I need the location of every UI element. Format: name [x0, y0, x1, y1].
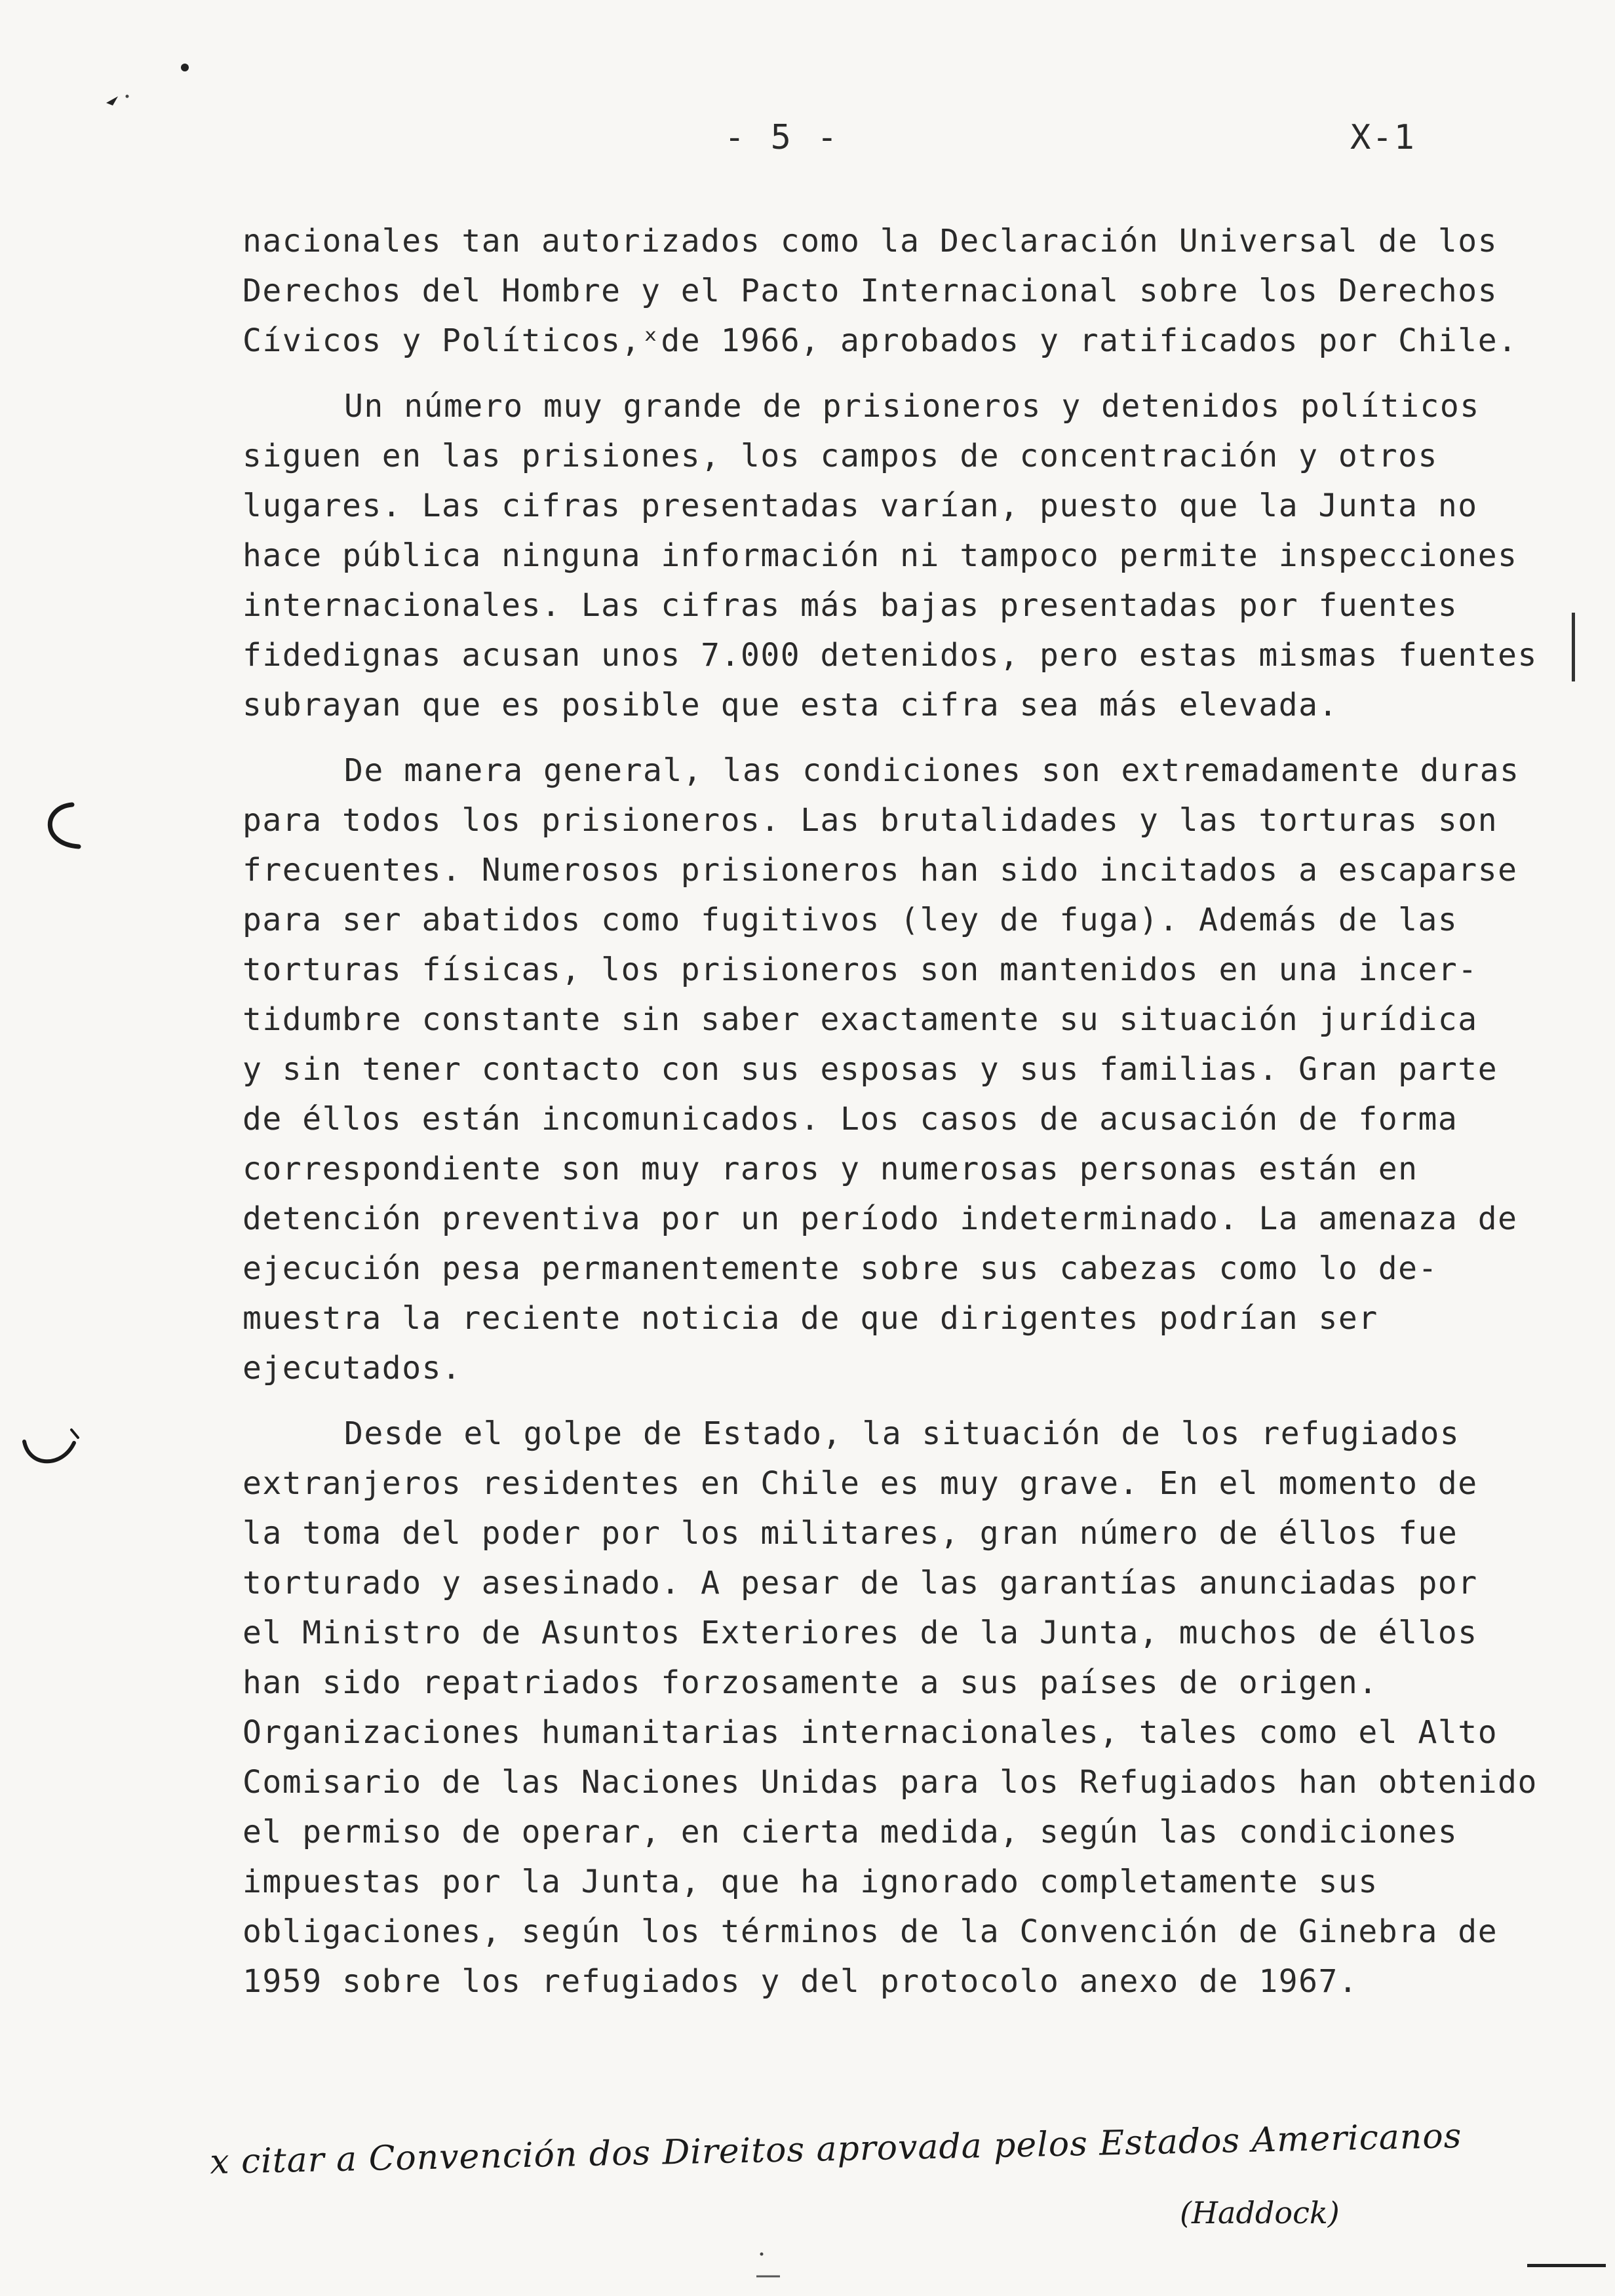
text-line: de éllos están incomunicados. Los casos de acusación de forma	[243, 1101, 1458, 1138]
page-number: - 5 -	[724, 118, 840, 157]
text-line: Un número muy grande de prisioneros y detenidos políticos	[344, 388, 1480, 425]
document-code: X-1	[1350, 118, 1416, 157]
text-line: el permiso de operar, en cierta medida, según las condiciones	[243, 1814, 1458, 1850]
margin-correction-bar	[1572, 613, 1575, 681]
footer-dot-mark	[754, 2248, 793, 2287]
text-line: y sin tener contacto con sus esposas y sus familias. Gran parte	[243, 1051, 1498, 1088]
text-line: ejecutados.	[243, 1350, 462, 1387]
text-line: De manera general, las condiciones son extremadamente duras	[344, 752, 1520, 789]
text-line: 1959 sobre los refugiados y del protocolo anexo de 1967.	[243, 1963, 1359, 2000]
text-line: detención preventiva por un período indeterminado. La amenaza de	[243, 1200, 1518, 1237]
text-line: impuestas por la Junta, que ha ignorado completamente sus	[243, 1864, 1378, 1900]
text-line: correspondiente son muy raros y numerosas personas están en	[243, 1151, 1418, 1187]
text-line: siguen en las prisiones, los campos de concentración y otros	[243, 438, 1438, 474]
text-line: frecuentes. Numerosos prisioneros han sido incitados a escaparse	[243, 852, 1518, 889]
margin-bracket-mark	[26, 793, 92, 858]
text-line: obligaciones, según los términos de la Convención de Ginebra de	[243, 1913, 1498, 1950]
text-line: tidumbre constante sin saber exactamente su situación jurídica	[243, 1001, 1478, 1038]
text-line: lugares. Las cifras presentadas varían, puesto que la Junta no	[243, 488, 1478, 524]
text-line: Cívicos y Políticos,ˣde 1966, aprobados y ratificados por Chile.	[243, 322, 1518, 359]
text-line: muestra la reciente noticia de que dirigentes podrían ser	[243, 1300, 1378, 1337]
handwritten-note: x citar a Convención dos Direitos aprovada pelos Estados Americanos	[209, 2116, 1462, 2182]
text-line: la toma del poder por los militares, gran número de éllos fue	[243, 1515, 1458, 1552]
body-text	[243, 216, 1566, 2022]
text-line: internacionales. Las cifras más bajas presentadas por fuentes	[243, 587, 1458, 624]
handwritten-note-signature: (Haddock)	[1180, 2195, 1340, 2230]
text-line: el Ministro de Asuntos Exteriores de la Junta, muchos de éllos	[243, 1615, 1478, 1651]
margin-curve-mark	[16, 1415, 82, 1481]
paragraph-2	[243, 381, 1566, 730]
text-line: para ser abatidos como fugitivos (ley de fuga). Además de las	[243, 902, 1458, 938]
text-line: Comisario de las Naciones Unidas para los Refugiados han obtenido	[243, 1764, 1538, 1801]
text-line: nacionales tan autorizados como la Declaración Universal de los	[243, 223, 1498, 259]
text-line: Organizaciones humanitarias internacionales, tales como el Alto	[243, 1714, 1498, 1751]
text-line: para todos los prisioneros. Las brutalidades y las torturas son	[243, 802, 1498, 839]
text-line: torturas físicas, los prisioneros son mantenidos en una incer-	[243, 951, 1478, 988]
text-line: extranjeros residentes en Chile es muy grave. En el momento de	[243, 1465, 1478, 1502]
text-line: Derechos del Hombre y el Pacto Internacional sobre los Derechos	[243, 273, 1498, 309]
text-line: ejecución pesa permanentemente sobre sus cabezas como lo de-	[243, 1250, 1438, 1287]
text-line: torturado y asesinado. A pesar de las garantías anunciadas por	[243, 1565, 1478, 1601]
text-line: subrayan que es posible que esta cifra sea más elevada.	[243, 687, 1338, 723]
bottom-edge-rule	[1527, 2264, 1606, 2267]
text-line: Desde el golpe de Estado, la situación de los refugiados	[344, 1415, 1460, 1452]
paragraph-3	[243, 746, 1566, 1393]
margin-speck-mark	[98, 56, 203, 115]
paragraph-4	[243, 1409, 1566, 2006]
text-line: fidedignas acusan unos 7.000 detenidos, pero estas mismas fuentes	[243, 637, 1538, 674]
text-line: hace pública ninguna información ni tampoco permite inspecciones	[243, 537, 1518, 574]
text-line: han sido repatriados forzosamente a sus países de origen.	[243, 1664, 1378, 1701]
paragraph-1	[243, 216, 1566, 366]
